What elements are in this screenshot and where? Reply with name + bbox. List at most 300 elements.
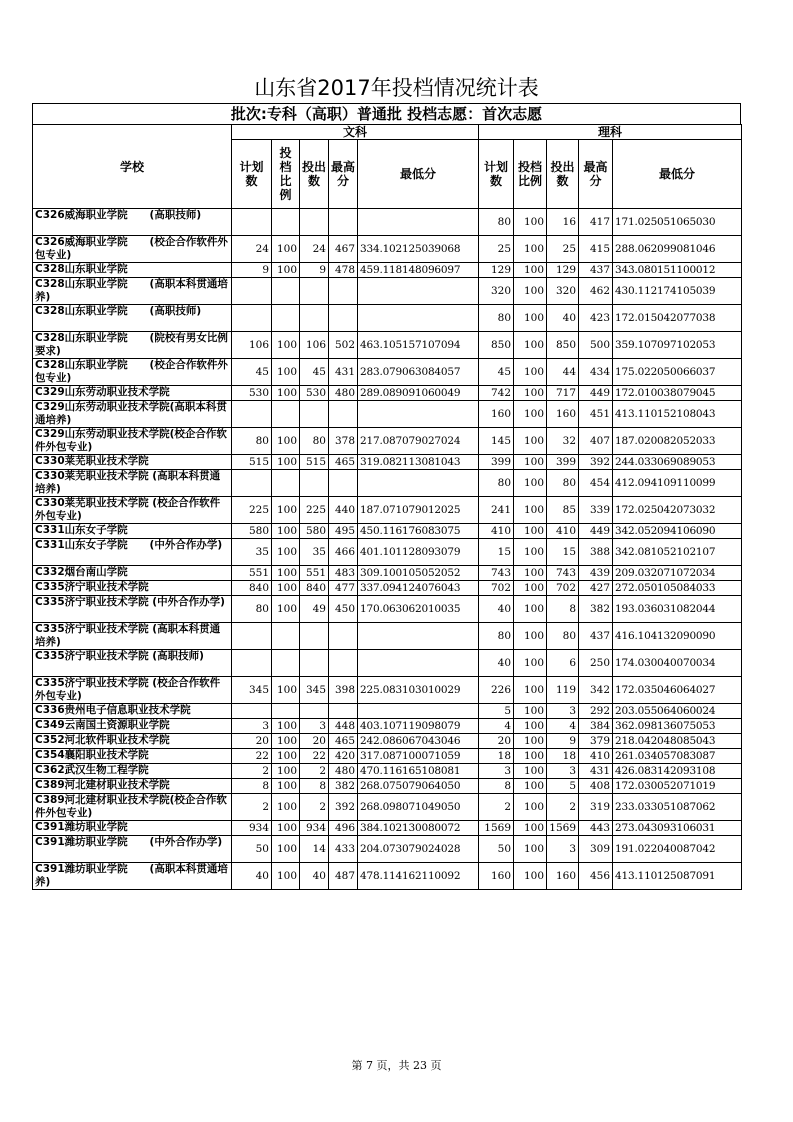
like-min-cell: 362.098136075053 (613, 719, 742, 734)
like-plan-cell: 1569 (479, 821, 514, 836)
like-out-cell: 129 (547, 263, 579, 278)
batch-subtitle: 批次:专科（高职）普通批 投档志愿：首次志愿 (32, 103, 741, 124)
like-plan-cell: 8 (479, 779, 514, 794)
wenke-ratio-cell: 100 (272, 596, 300, 623)
like-plan-cell: 160 (479, 863, 514, 890)
wenke-out-cell (300, 305, 329, 332)
like-out-cell: 702 (547, 581, 579, 596)
like-plan-cell: 702 (479, 581, 514, 596)
school-name-cell: C326威海职业学院 (高职技师) (33, 209, 232, 236)
wenke-plan-cell: 40 (232, 863, 272, 890)
like-ratio-cell: 100 (514, 623, 547, 650)
like-out-cell: 743 (547, 566, 579, 581)
wenke-ratio-cell: 100 (272, 836, 300, 863)
table-row (33, 749, 742, 764)
like-out-cell: 3 (547, 704, 579, 719)
table-row (33, 497, 742, 524)
wenke-min-cell (358, 209, 479, 236)
like-min-cell: 416.104132090090 (613, 623, 742, 650)
like-out-cell: 2 (547, 794, 579, 821)
wenke-max-cell (329, 704, 358, 719)
wenke-min-cell (358, 305, 479, 332)
wenke-ratio-cell: 100 (272, 428, 300, 455)
table-row (33, 794, 742, 821)
like-max-cell: 410 (579, 749, 613, 764)
wenke-ratio-cell: 100 (272, 332, 300, 359)
table-row (33, 704, 742, 719)
like-out-cell: 3 (547, 764, 579, 779)
like-ratio-cell: 100 (514, 455, 547, 470)
like-out-cell: 160 (547, 401, 579, 428)
wenke-plan-cell (232, 278, 272, 305)
like-max-cell: 451 (579, 401, 613, 428)
header-like: 理科 (479, 125, 742, 140)
like-ratio-cell: 100 (514, 596, 547, 623)
wenke-max-cell: 467 (329, 236, 358, 263)
like-min-cell: 412.094109110099 (613, 470, 742, 497)
wenke-min-cell: 242.086067043046 (358, 734, 479, 749)
table-row (33, 863, 742, 890)
wenke-ratio-cell: 100 (272, 581, 300, 596)
table-row (33, 263, 742, 278)
like-out-cell: 85 (547, 497, 579, 524)
school-name-cell: C335济宁职业技术学院 (33, 581, 232, 596)
like-ratio-cell: 100 (514, 263, 547, 278)
like-max-cell: 417 (579, 209, 613, 236)
header-wenke-ratio: 投档比例 (272, 140, 300, 209)
like-max-cell: 427 (579, 581, 613, 596)
like-ratio-cell: 100 (514, 677, 547, 704)
wenke-max-cell: 448 (329, 719, 358, 734)
table-row (33, 359, 742, 386)
school-name-cell: C389河北建材职业技术学院 (33, 779, 232, 794)
wenke-out-cell: 35 (300, 539, 329, 566)
wenke-min-cell: 289.089091060049 (358, 386, 479, 401)
like-out-cell: 320 (547, 278, 579, 305)
wenke-plan-cell (232, 209, 272, 236)
like-ratio-cell: 100 (514, 359, 547, 386)
school-name-cell: C391潍坊职业学院 (33, 821, 232, 836)
wenke-min-cell: 459.118148096097 (358, 263, 479, 278)
like-max-cell: 309 (579, 836, 613, 863)
wenke-max-cell (329, 623, 358, 650)
table-row (33, 566, 742, 581)
wenke-min-cell: 384.102130080072 (358, 821, 479, 836)
like-max-cell: 415 (579, 236, 613, 263)
like-ratio-cell: 100 (514, 779, 547, 794)
wenke-max-cell: 440 (329, 497, 358, 524)
like-plan-cell: 80 (479, 305, 514, 332)
like-ratio-cell: 100 (514, 524, 547, 539)
like-ratio-cell: 100 (514, 836, 547, 863)
header-wenke: 文科 (232, 125, 479, 140)
like-min-cell: 191.022040087042 (613, 836, 742, 863)
wenke-max-cell: 392 (329, 794, 358, 821)
like-max-cell: 379 (579, 734, 613, 749)
wenke-max-cell (329, 650, 358, 677)
table-row (33, 581, 742, 596)
wenke-plan-cell: 80 (232, 428, 272, 455)
table-row (33, 677, 742, 704)
wenke-min-cell: 225.083103010029 (358, 677, 479, 704)
like-plan-cell: 15 (479, 539, 514, 566)
wenke-plan-cell: 35 (232, 539, 272, 566)
wenke-ratio-cell: 100 (272, 539, 300, 566)
school-name-cell: C335济宁职业技术学院 (高职本科贯通培养) (33, 623, 232, 650)
wenke-plan-cell (232, 305, 272, 332)
table-row (33, 428, 742, 455)
like-plan-cell: 40 (479, 650, 514, 677)
like-ratio-cell: 100 (514, 764, 547, 779)
table-row (33, 401, 742, 428)
wenke-max-cell: 450 (329, 596, 358, 623)
like-plan-cell: 241 (479, 497, 514, 524)
wenke-max-cell: 465 (329, 734, 358, 749)
like-ratio-cell: 100 (514, 305, 547, 332)
like-max-cell: 456 (579, 863, 613, 890)
like-min-cell: 272.050105084033 (613, 581, 742, 596)
header-wenke-min: 最低分 (358, 140, 479, 209)
wenke-max-cell: 480 (329, 386, 358, 401)
like-plan-cell: 80 (479, 623, 514, 650)
like-ratio-cell: 100 (514, 794, 547, 821)
like-max-cell: 292 (579, 704, 613, 719)
wenke-max-cell (329, 278, 358, 305)
school-name-cell: C328山东职业学院 (高职本科贯通培养) (33, 278, 232, 305)
like-plan-cell: 3 (479, 764, 514, 779)
like-plan-cell: 4 (479, 719, 514, 734)
wenke-max-cell: 478 (329, 263, 358, 278)
page-title: 山东省2017年投档情况统计表 (254, 76, 539, 100)
wenke-ratio-cell: 100 (272, 359, 300, 386)
school-name-cell: C328山东职业学院 (高职技师) (33, 305, 232, 332)
wenke-max-cell: 495 (329, 524, 358, 539)
like-out-cell: 15 (547, 539, 579, 566)
wenke-plan-cell (232, 401, 272, 428)
wenke-ratio-cell: 100 (272, 455, 300, 470)
wenke-max-cell: 487 (329, 863, 358, 890)
like-max-cell: 437 (579, 263, 613, 278)
wenke-ratio-cell: 100 (272, 764, 300, 779)
wenke-plan-cell: 24 (232, 236, 272, 263)
wenke-plan-cell (232, 470, 272, 497)
wenke-min-cell: 478.114162110092 (358, 863, 479, 890)
like-out-cell: 6 (547, 650, 579, 677)
wenke-plan-cell: 22 (232, 749, 272, 764)
wenke-out-cell: 840 (300, 581, 329, 596)
school-name-cell: C391潍坊职业学院 (中外合作办学) (33, 836, 232, 863)
wenke-plan-cell: 8 (232, 779, 272, 794)
like-plan-cell: 399 (479, 455, 514, 470)
like-plan-cell: 320 (479, 278, 514, 305)
wenke-plan-cell: 45 (232, 359, 272, 386)
like-ratio-cell: 100 (514, 209, 547, 236)
wenke-ratio-cell (272, 704, 300, 719)
school-name-cell: C328山东职业学院 (院校有男女比例要求) (33, 332, 232, 359)
school-name-cell: C336贵州电子信息职业技术学院 (33, 704, 232, 719)
wenke-min-cell: 337.094124076043 (358, 581, 479, 596)
like-ratio-cell: 100 (514, 719, 547, 734)
school-name-cell: C354襄阳职业技术学院 (33, 749, 232, 764)
like-max-cell: 500 (579, 332, 613, 359)
school-name-cell: C335济宁职业技术学院 (高职技师) (33, 650, 232, 677)
wenke-max-cell: 465 (329, 455, 358, 470)
wenke-max-cell (329, 209, 358, 236)
header-wenke-plan: 计划数 (232, 140, 272, 209)
like-out-cell: 410 (547, 524, 579, 539)
wenke-plan-cell: 345 (232, 677, 272, 704)
like-ratio-cell: 100 (514, 332, 547, 359)
like-ratio-cell: 100 (514, 386, 547, 401)
school-name-cell: C335济宁职业技术学院 (中外合作办学) (33, 596, 232, 623)
like-min-cell: 203.055064060024 (613, 704, 742, 719)
like-max-cell: 423 (579, 305, 613, 332)
wenke-out-cell (300, 278, 329, 305)
wenke-plan-cell: 2 (232, 794, 272, 821)
like-out-cell: 119 (547, 677, 579, 704)
like-out-cell: 717 (547, 386, 579, 401)
like-max-cell: 384 (579, 719, 613, 734)
wenke-ratio-cell: 100 (272, 863, 300, 890)
wenke-out-cell: 9 (300, 263, 329, 278)
wenke-ratio-cell (272, 623, 300, 650)
like-min-cell: 172.010038079045 (613, 386, 742, 401)
wenke-plan-cell: 106 (232, 332, 272, 359)
wenke-out-cell: 934 (300, 821, 329, 836)
like-ratio-cell: 100 (514, 734, 547, 749)
table-row (33, 386, 742, 401)
table-row (33, 209, 742, 236)
like-plan-cell: 2 (479, 794, 514, 821)
like-plan-cell: 742 (479, 386, 514, 401)
like-max-cell: 382 (579, 596, 613, 623)
like-plan-cell: 50 (479, 836, 514, 863)
like-plan-cell: 160 (479, 401, 514, 428)
school-name-cell: C352河北软件职业技术学院 (33, 734, 232, 749)
wenke-max-cell: 466 (329, 539, 358, 566)
wenke-min-cell (358, 401, 479, 428)
like-plan-cell: 20 (479, 734, 514, 749)
wenke-max-cell: 420 (329, 749, 358, 764)
like-ratio-cell: 100 (514, 821, 547, 836)
school-name-cell: C362武汉生物工程学院 (33, 764, 232, 779)
like-min-cell: 273.043093106031 (613, 821, 742, 836)
wenke-ratio-cell: 100 (272, 386, 300, 401)
table-row (33, 236, 742, 263)
school-name-cell: C330莱芜职业技术学院 (33, 455, 232, 470)
wenke-out-cell: 551 (300, 566, 329, 581)
like-ratio-cell: 100 (514, 497, 547, 524)
table-row (33, 596, 742, 623)
wenke-out-cell (300, 650, 329, 677)
like-ratio-cell: 100 (514, 704, 547, 719)
wenke-min-cell: 283.079063084057 (358, 359, 479, 386)
like-plan-cell: 40 (479, 596, 514, 623)
table-row (33, 455, 742, 470)
like-min-cell: 288.062099081046 (613, 236, 742, 263)
wenke-ratio-cell: 100 (272, 794, 300, 821)
wenke-min-cell: 463.105157107094 (358, 332, 479, 359)
like-max-cell: 392 (579, 455, 613, 470)
wenke-out-cell: 530 (300, 386, 329, 401)
wenke-max-cell (329, 470, 358, 497)
like-ratio-cell: 100 (514, 278, 547, 305)
like-plan-cell: 80 (479, 209, 514, 236)
like-plan-cell: 410 (479, 524, 514, 539)
like-ratio-cell: 100 (514, 863, 547, 890)
school-name-cell: C332烟台南山学院 (33, 566, 232, 581)
like-min-cell: 172.030052071019 (613, 779, 742, 794)
wenke-out-cell: 24 (300, 236, 329, 263)
like-out-cell: 850 (547, 332, 579, 359)
wenke-out-cell (300, 401, 329, 428)
like-plan-cell: 850 (479, 332, 514, 359)
like-min-cell: 193.036031082044 (613, 596, 742, 623)
wenke-max-cell: 477 (329, 581, 358, 596)
wenke-min-cell: 268.098071049050 (358, 794, 479, 821)
wenke-plan-cell: 580 (232, 524, 272, 539)
like-out-cell: 80 (547, 623, 579, 650)
header-wenke-out: 投出数 (300, 140, 329, 209)
like-min-cell: 244.033069089053 (613, 455, 742, 470)
like-out-cell: 25 (547, 236, 579, 263)
like-min-cell: 261.034057083087 (613, 749, 742, 764)
table-row (33, 623, 742, 650)
wenke-out-cell (300, 623, 329, 650)
school-name-cell: C328山东职业学院 (33, 263, 232, 278)
table-row (33, 836, 742, 863)
wenke-min-cell (358, 704, 479, 719)
table-row (33, 470, 742, 497)
school-name-cell: C329山东劳动职业技术学院 (33, 386, 232, 401)
wenke-max-cell (329, 305, 358, 332)
like-min-cell: 172.035046064027 (613, 677, 742, 704)
like-min-cell: 172.025042073032 (613, 497, 742, 524)
wenke-ratio-cell (272, 209, 300, 236)
table-row (33, 305, 742, 332)
wenke-ratio-cell: 100 (272, 524, 300, 539)
like-max-cell: 462 (579, 278, 613, 305)
wenke-out-cell: 49 (300, 596, 329, 623)
like-max-cell: 407 (579, 428, 613, 455)
wenke-max-cell: 496 (329, 821, 358, 836)
wenke-plan-cell: 515 (232, 455, 272, 470)
school-name-cell: C326威海职业学院 (校企合作软件外包专业) (33, 236, 232, 263)
table-row (33, 524, 742, 539)
like-min-cell: 430.112174105039 (613, 278, 742, 305)
like-min-cell: 218.042048085043 (613, 734, 742, 749)
wenke-min-cell (358, 470, 479, 497)
wenke-plan-cell: 80 (232, 596, 272, 623)
wenke-ratio-cell (272, 278, 300, 305)
like-min-cell: 171.025051065030 (613, 209, 742, 236)
like-out-cell: 3 (547, 836, 579, 863)
wenke-out-cell: 20 (300, 734, 329, 749)
like-max-cell: 339 (579, 497, 613, 524)
like-max-cell: 454 (579, 470, 613, 497)
wenke-ratio-cell: 100 (272, 497, 300, 524)
wenke-min-cell: 204.073079024028 (358, 836, 479, 863)
wenke-out-cell: 345 (300, 677, 329, 704)
like-min-cell: 413.110152108043 (613, 401, 742, 428)
school-name-cell: C330莱芜职业技术学院 (校企合作软件外包专业) (33, 497, 232, 524)
like-plan-cell: 743 (479, 566, 514, 581)
like-out-cell: 44 (547, 359, 579, 386)
wenke-min-cell: 319.082113081043 (358, 455, 479, 470)
wenke-ratio-cell (272, 305, 300, 332)
like-out-cell: 32 (547, 428, 579, 455)
like-out-cell: 1569 (547, 821, 579, 836)
like-min-cell: 172.015042077038 (613, 305, 742, 332)
wenke-plan-cell: 551 (232, 566, 272, 581)
wenke-ratio-cell: 100 (272, 677, 300, 704)
school-name-cell: C389河北建材职业技术学院(校企合作软件外包专业) (33, 794, 232, 821)
table-row (33, 539, 742, 566)
table-row (33, 332, 742, 359)
like-min-cell: 343.080151100012 (613, 263, 742, 278)
like-max-cell: 342 (579, 677, 613, 704)
like-out-cell: 40 (547, 305, 579, 332)
wenke-plan-cell: 934 (232, 821, 272, 836)
like-ratio-cell: 100 (514, 581, 547, 596)
like-min-cell: 342.081052102107 (613, 539, 742, 566)
like-plan-cell: 80 (479, 470, 514, 497)
like-out-cell: 160 (547, 863, 579, 890)
like-min-cell: 342.052094106090 (613, 524, 742, 539)
like-max-cell: 408 (579, 779, 613, 794)
wenke-plan-cell: 3 (232, 719, 272, 734)
wenke-min-cell: 470.116165108081 (358, 764, 479, 779)
like-ratio-cell: 100 (514, 566, 547, 581)
like-min-cell: 174.030040070034 (613, 650, 742, 677)
wenke-min-cell: 309.100105052052 (358, 566, 479, 581)
school-name-cell: C329山东劳动职业技术学院(高职本科贯通培养) (33, 401, 232, 428)
wenke-out-cell: 580 (300, 524, 329, 539)
header-wenke-max: 最高分 (329, 140, 358, 209)
wenke-min-cell (358, 623, 479, 650)
wenke-plan-cell: 530 (232, 386, 272, 401)
wenke-max-cell: 378 (329, 428, 358, 455)
like-out-cell: 399 (547, 455, 579, 470)
wenke-ratio-cell (272, 470, 300, 497)
wenke-ratio-cell: 100 (272, 236, 300, 263)
like-ratio-cell: 100 (514, 236, 547, 263)
wenke-out-cell: 80 (300, 428, 329, 455)
wenke-plan-cell: 20 (232, 734, 272, 749)
like-ratio-cell: 100 (514, 401, 547, 428)
table-row (33, 650, 742, 677)
like-plan-cell: 25 (479, 236, 514, 263)
wenke-min-cell: 170.063062010035 (358, 596, 479, 623)
wenke-plan-cell (232, 623, 272, 650)
like-ratio-cell: 100 (514, 428, 547, 455)
like-plan-cell: 129 (479, 263, 514, 278)
like-out-cell: 4 (547, 719, 579, 734)
wenke-min-cell: 268.075079064050 (358, 779, 479, 794)
page-footer: 第 7 页，共 23 页 (351, 1059, 442, 1072)
wenke-plan-cell: 840 (232, 581, 272, 596)
wenke-max-cell: 483 (329, 566, 358, 581)
like-out-cell: 80 (547, 470, 579, 497)
like-plan-cell: 18 (479, 749, 514, 764)
header-like-min: 最低分 (613, 140, 742, 209)
wenke-max-cell: 433 (329, 836, 358, 863)
like-min-cell: 175.022050066037 (613, 359, 742, 386)
like-max-cell: 443 (579, 821, 613, 836)
school-name-cell: C331山东女子学院 (33, 524, 232, 539)
like-out-cell: 5 (547, 779, 579, 794)
wenke-max-cell: 382 (329, 779, 358, 794)
